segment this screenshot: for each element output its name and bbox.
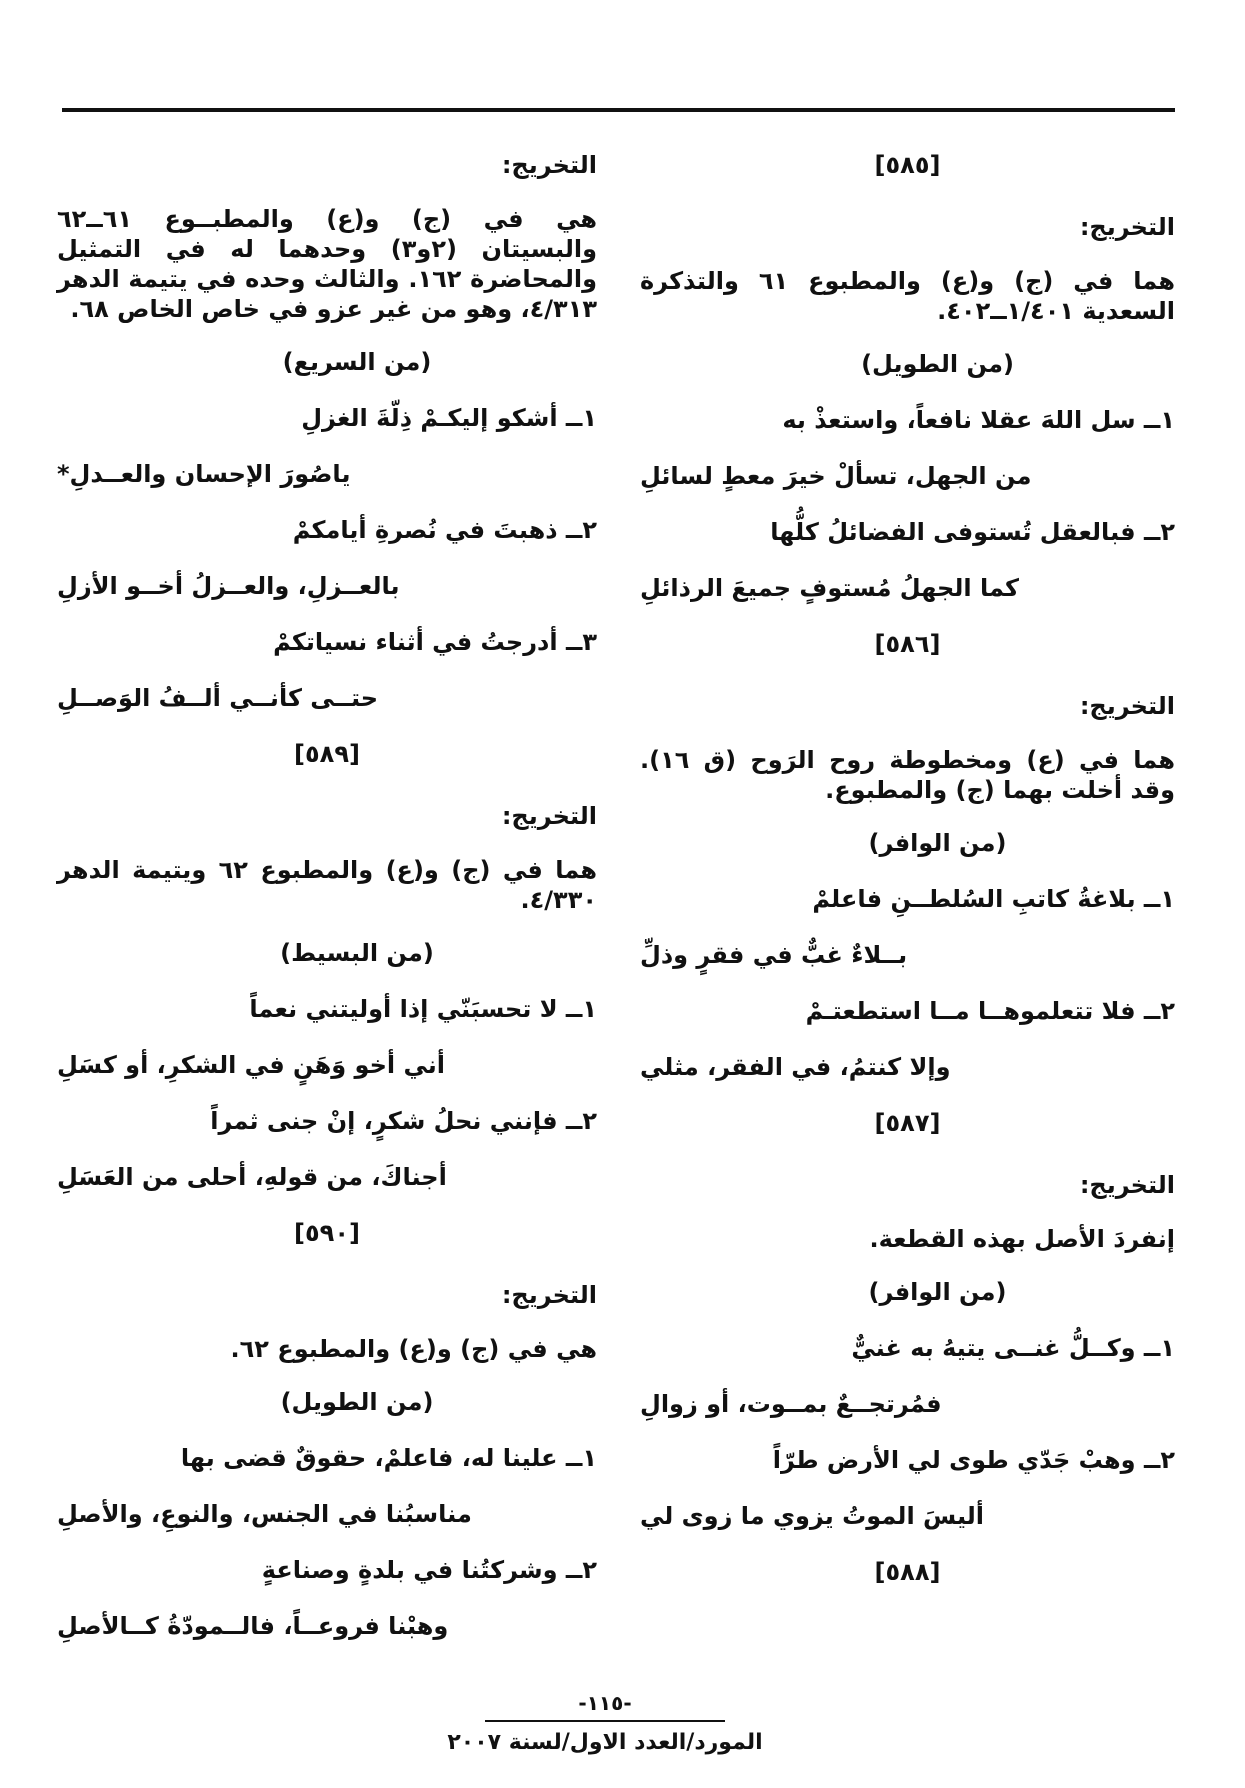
verse-first-hemistich: ٢ــ فبالعقل تُستوفى الفضائلُ كلُّها <box>770 518 1175 546</box>
attribution-paragraph: هي في (ج) و(ع) والمطبــوع ٦١ــ٦٢ والبسيتان (٢و٣) وحدهما له في التمثيل والمحاضرة ١٦٢. والثالث وحده في يتيمة الدهر ٤/٣١٣، وهو من غير عزو في خاص الخاص ٦٨. <box>57 205 597 323</box>
page-footer <box>440 1690 770 1758</box>
verse-second-hemistich: من الجهل، تسألْ خيرَ معطٍ لسائلِ <box>640 462 1032 490</box>
verse-second-hemistich: أجناكَ، من قولهِ، أحلى من العَسَلِ <box>57 1163 447 1191</box>
verse-first-hemistich: ١ــ سل اللهَ عقلا نافعاً، واستعذْ به <box>782 406 1175 434</box>
verse-second-hemistich: بالعــزلِ، والعــزلُ أخــو الأزلِ <box>57 572 400 600</box>
verse-first-hemistich: ٢ــ ذهبتَ في نُصرةِ أيامكمْ <box>292 516 597 544</box>
verse-first-hemistich: ٢ــ وشركتُنا في بلدةٍ وصناعةٍ <box>261 1556 597 1584</box>
verse-first-hemistich: ١ــ وكــلُّ غنــى يتيهُ به غنيٌّ <box>851 1334 1175 1362</box>
section-heading: التخريج: <box>501 151 597 179</box>
meter-label: (من السريع) <box>282 348 432 376</box>
verse-first-hemistich: ٢ــ فلا تتعلموهــا مــا استطعتـمْ <box>805 997 1175 1025</box>
entry-number: [٥٨٩] <box>294 740 360 768</box>
verse-first-hemistich: ١ــ بلاغةُ كاتبِ السُلطــنِ فاعلمْ <box>812 885 1175 913</box>
verse-first-hemistich: ٣ــ أدرجتُ في أثناء نسياتكمْ <box>273 628 597 656</box>
attribution-paragraph: هما في (ج) و(ع) والمطبوع ٦١ والتذكرة السعدية ١/٤٠١ــ٤٠٢. <box>640 267 1175 325</box>
attribution-paragraph: هما في (ع) ومخطوطة روح الرَوح (ق ١٦). وقد أخلت بهما (ج) والمطبوع. <box>640 746 1175 804</box>
verse-second-hemistich: فمُرتجــعٌ بمــوت، أو زوالِ <box>640 1390 942 1418</box>
journal-issue-line: المورد/العدد الاول/لسنة ٢٠٠٧ <box>447 1730 763 1755</box>
attribution-paragraph: هي في (ج) و(ع) والمطبوع ٦٢. <box>230 1335 597 1363</box>
verse-second-hemistich: أني أخو وَهَنٍ في الشكرِ، أو كسَلِ <box>57 1051 445 1079</box>
attribution-paragraph: هما في (ج) و(ع) والمطبوع ٦٢ ويتيمة الدهر ٤/٣٣٠. <box>57 856 597 914</box>
verse-second-hemistich: وإلا كنتمُ، في الفقر، مثلي <box>640 1053 951 1081</box>
verse-second-hemistich: كما الجهلُ مُستوفٍ جميعَ الرذائلِ <box>640 574 1020 602</box>
verse-second-hemistich: بــلاءٌ غبٌّ في فقرٍ وذلِّ <box>640 941 908 969</box>
right-column <box>640 150 1175 1619</box>
entry-number: [٥٨٧] <box>874 1109 941 1137</box>
meter-label: (من البسيط) <box>280 939 434 967</box>
verse-first-hemistich: ١ــ لا تحسبَنّي إذا أوليتني نعماً <box>249 995 597 1023</box>
meter-label: (من الطويل) <box>861 350 1014 378</box>
verse-first-hemistich: ٢ــ فإنني نحلُ شكرٍ، إنْ جنى ثمراً <box>210 1107 597 1135</box>
page-number: -١١٥- <box>578 1691 632 1715</box>
entry-number: [٥٨٨] <box>874 1558 941 1586</box>
verse-second-hemistich: أليسَ الموتُ يزوي ما زوى لي <box>640 1502 984 1530</box>
verse-second-hemistich: مناسبُنا في الجنس، والنوعِ، والأصلِ <box>57 1500 472 1528</box>
footer-rule <box>485 1720 725 1722</box>
section-heading: التخريج: <box>1079 1171 1175 1199</box>
meter-label: (من الطويل) <box>280 1388 434 1416</box>
verse-first-hemistich: ٢ــ وهبْ جَدّي طوى لي الأرض طرّاً <box>772 1446 1175 1474</box>
verse-first-hemistich: ١ــ علينا له، فاعلمْ، حقوقٌ قضى بها <box>180 1444 597 1472</box>
attribution-paragraph: إنفردَ الأصل بهذه القطعة. <box>869 1225 1175 1253</box>
entry-number: [٥٩٠] <box>294 1219 360 1247</box>
left-column <box>57 150 597 1667</box>
verse-first-hemistich: ١ــ أشكو إليكـمْ ذِلّةَ الغزلِ <box>301 404 597 432</box>
section-heading: التخريج: <box>1079 692 1175 720</box>
verse-second-hemistich: وهبْنا فروعــاً، فالــمودّةُ كــالأصلِ <box>57 1612 449 1640</box>
section-heading: التخريج: <box>1079 213 1175 241</box>
verse-second-hemistich: حتــى كأنــي ألــفُ الوَصــلِ <box>57 684 379 712</box>
entry-number: [٥٨٥] <box>874 151 941 179</box>
top-rule <box>62 108 1175 112</box>
section-heading: التخريج: <box>501 802 597 830</box>
verse-second-hemistich: ياصُورَ الإحسان والعــدلِ* <box>57 460 351 488</box>
section-heading: التخريج: <box>501 1281 597 1309</box>
meter-label: (من الوافر) <box>868 1278 1007 1306</box>
meter-label: (من الوافر) <box>868 829 1007 857</box>
entry-number: [٥٨٦] <box>874 630 941 658</box>
